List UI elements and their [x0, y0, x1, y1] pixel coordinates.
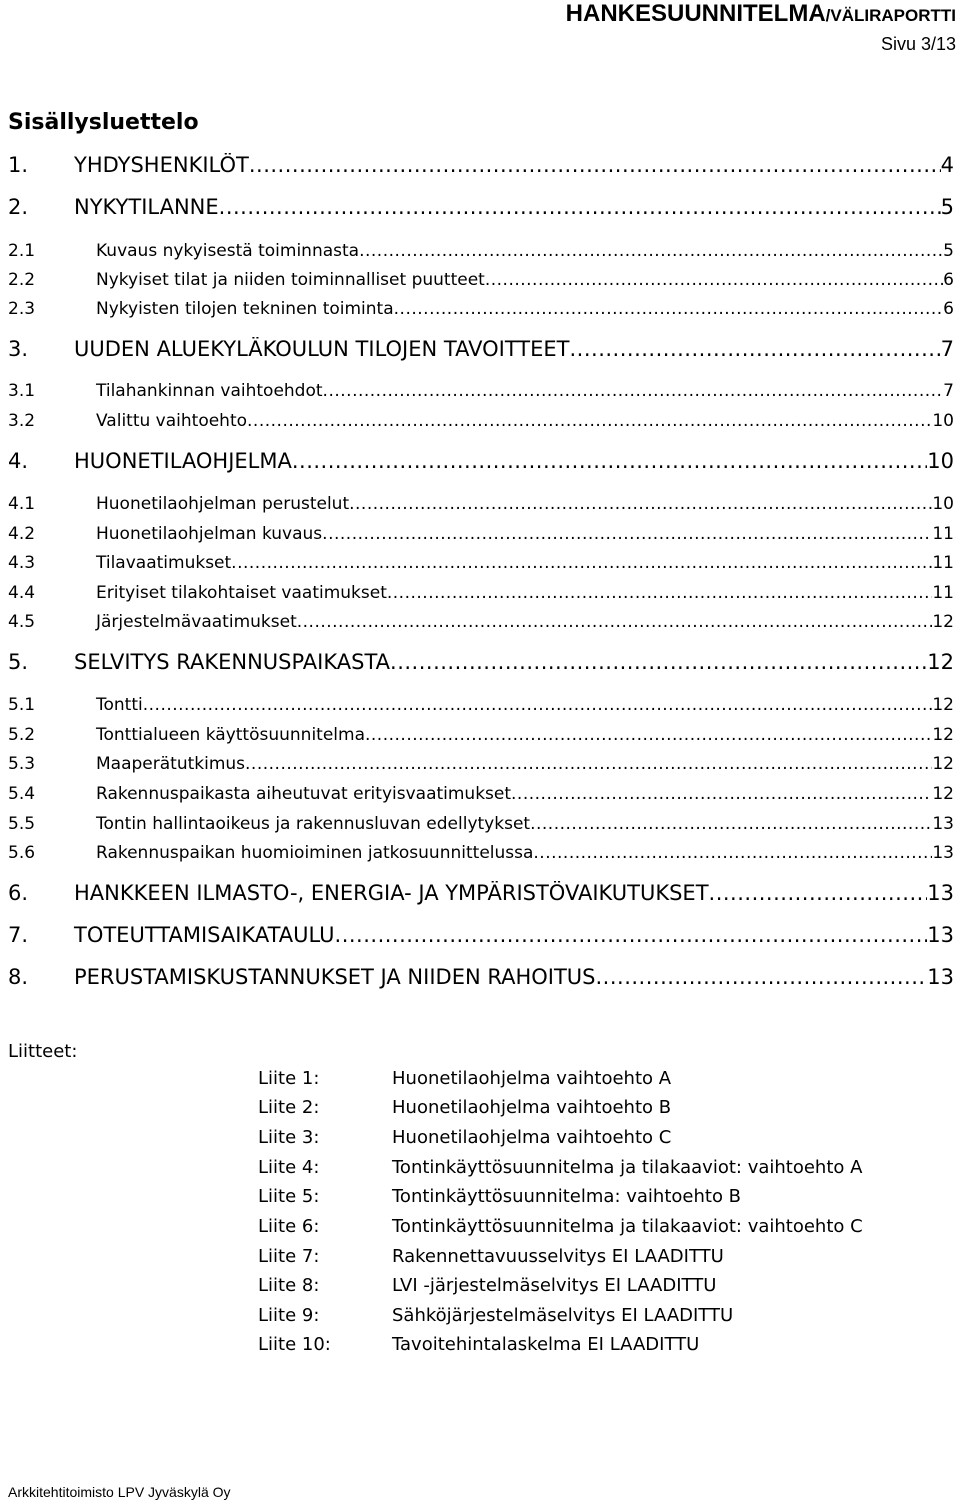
- toc-entry-label: Rakennuspaikan huomioiminen jatkosuunnittelussa: [96, 843, 534, 863]
- toc-entry-label: Tonttialueen käyttösuunnitelma: [96, 725, 365, 745]
- toc-leader-dots: [231, 553, 932, 573]
- toc-entry-page: 12: [932, 725, 954, 745]
- toc-leader-dots: [394, 299, 944, 319]
- attachment-label: Liite 10:: [258, 1334, 331, 1355]
- toc-entry-label: Tontin hallintaoikeus ja rakennusluvan edellytykset: [96, 814, 531, 834]
- toc-leader-dots: [335, 923, 928, 947]
- toc-entry-page: 6: [943, 299, 954, 319]
- toc-entry-label: Nykyiset tilat ja niiden toiminnalliset puutteet: [96, 270, 485, 290]
- attachment-text: Tontinkäyttösuunnitelma: vaihtoehto B: [392, 1186, 742, 1207]
- toc-entry-label: Järjestelmävaatimukset: [96, 612, 297, 632]
- attachment-label: Liite 3:: [258, 1127, 320, 1148]
- toc-leader-dots: [709, 881, 928, 905]
- toc-entry-number: 2.2: [8, 270, 36, 290]
- toc-entry-5-2[interactable]: [8, 725, 954, 745]
- toc-entry-number: 3.: [8, 337, 29, 361]
- toc-entry-label: Huonetilaohjelman perustelut: [96, 494, 350, 514]
- toc-entry-page: 11: [932, 553, 954, 573]
- toc-entry-page: 12: [932, 754, 954, 774]
- toc-entry-page: 12: [927, 650, 954, 674]
- attachment-label: Liite 7:: [258, 1246, 320, 1267]
- toc-entry-page: 10: [927, 449, 954, 473]
- toc-entry-number: 3.2: [8, 411, 36, 431]
- attachment-item: [258, 1068, 671, 1089]
- footer-company: Arkkitehtitoimisto LPV Jyväskylä Oy: [8, 1484, 231, 1500]
- toc-entry-number: 5.5: [8, 814, 36, 834]
- toc-entry-label: PERUSTAMISKUSTANNUKSET JA NIIDEN RAHOITUS: [74, 965, 596, 989]
- toc-entry-number: 2.: [8, 195, 29, 219]
- toc-entry-5-4[interactable]: [8, 784, 954, 804]
- attachment-label: Liite 6:: [258, 1216, 320, 1237]
- toc-entry-label: HANKKEEN ILMASTO-, ENERGIA- JA YMPÄRISTÖVAIKUTUKSET: [74, 881, 709, 905]
- toc-entry-page: 13: [927, 881, 954, 905]
- toc-entry-page: 11: [932, 583, 954, 603]
- toc-entry-4-3[interactable]: [8, 553, 954, 573]
- toc-leader-dots: [219, 195, 941, 219]
- attachment-item: [258, 1127, 671, 1148]
- toc-entry-number: 4.1: [8, 494, 36, 514]
- toc-leader-dots: [323, 381, 944, 401]
- page-number: Sivu 3/13: [880, 34, 956, 54]
- toc-entry-number: 4.3: [8, 553, 36, 573]
- toc-entry-number: 4.5: [8, 612, 36, 632]
- toc-entry-label: Kuvaus nykyisestä toiminnasta: [96, 241, 360, 261]
- toc-leader-dots: [365, 725, 932, 745]
- attachment-text: LVI -järjestelmäselvitys EI LAADITTU: [392, 1275, 717, 1296]
- toc-entry-3-2[interactable]: [8, 411, 954, 431]
- toc-leader-dots: [292, 449, 927, 473]
- toc-entry-6[interactable]: [8, 881, 954, 905]
- toc-entry-page: 10: [932, 494, 954, 514]
- toc-entry-page: 5: [943, 241, 954, 261]
- toc-entry-number: 5.3: [8, 754, 36, 774]
- attachment-text: Tontinkäyttösuunnitelma ja tilakaaviot: vaihtoehto C: [392, 1216, 863, 1237]
- attachment-item: [258, 1186, 741, 1207]
- attachment-item: [258, 1275, 716, 1296]
- document-title: [566, 0, 956, 28]
- attachment-label: Liite 9:: [258, 1305, 320, 1326]
- toc-entry-number: 5.: [8, 650, 29, 674]
- document-title-main: HANKESUUNNITELMA: [565, 0, 826, 27]
- toc-entry-label: Rakennuspaikasta aiheutuvat erityisvaatimukset: [96, 784, 512, 804]
- toc-leader-dots: [530, 814, 932, 834]
- toc-entry-page: 12: [932, 612, 954, 632]
- toc-entry-page: 13: [932, 843, 954, 863]
- toc-leader-dots: [297, 612, 933, 632]
- toc-entry-5[interactable]: [8, 650, 954, 674]
- toc-entry-number: 8.: [8, 965, 29, 989]
- attachment-text: Huonetilaohjelma vaihtoehto C: [392, 1127, 672, 1148]
- toc-leader-dots: [570, 337, 941, 361]
- toc-entry-4-2[interactable]: [8, 524, 954, 544]
- toc-entry-number: 2.1: [8, 241, 36, 261]
- toc-entry-number: 7.: [8, 923, 29, 947]
- toc-leader-dots: [143, 695, 933, 715]
- toc-leader-dots: [387, 583, 932, 603]
- toc-heading: Sisällysluettelo: [8, 110, 199, 135]
- attachment-text: Sähköjärjestelmäselvitys EI LAADITTU: [392, 1305, 734, 1326]
- toc-entry-number: 4.4: [8, 583, 36, 603]
- toc-entry-page: 11: [932, 524, 954, 544]
- toc-leader-dots: [533, 843, 932, 863]
- attachment-item: [258, 1097, 671, 1118]
- toc-entry-number: 5.6: [8, 843, 36, 863]
- toc-entry-label: UUDEN ALUEKYLÄKOULUN TILOJEN TAVOITTEET: [74, 337, 570, 361]
- toc-entry-page: 7: [943, 381, 954, 401]
- toc-leader-dots: [322, 524, 932, 544]
- toc-leader-dots: [359, 241, 943, 261]
- toc-leader-dots: [349, 494, 932, 514]
- toc-entry-7[interactable]: [8, 923, 954, 947]
- attachment-text: Huonetilaohjelma vaihtoehto A: [392, 1068, 672, 1089]
- toc-entry-label: NYKYTILANNE: [74, 195, 219, 219]
- toc-entry-page: 6: [943, 270, 954, 290]
- toc-entry-number: 1.: [8, 153, 29, 177]
- toc-leader-dots: [596, 965, 928, 989]
- toc-entry-number: 2.3: [8, 299, 36, 319]
- toc-entry-page: 4: [940, 153, 954, 177]
- attachment-text: Tavoitehintalaskelma EI LAADITTU: [392, 1334, 700, 1355]
- attachment-item: [258, 1246, 724, 1267]
- attachment-item: [258, 1216, 863, 1237]
- attachment-label: Liite 8:: [258, 1275, 320, 1296]
- toc-entry-label: Huonetilaohjelman kuvaus: [96, 524, 323, 544]
- toc-entry-label: HUONETILAOHJELMA: [74, 449, 292, 473]
- toc-entry-page: 13: [927, 923, 954, 947]
- toc-entry-label: Maaperätutkimus: [96, 754, 246, 774]
- attachments-title: Liitteet:: [8, 1041, 78, 1062]
- toc-entry-page: 7: [940, 337, 954, 361]
- toc-entry-number: 5.4: [8, 784, 36, 804]
- toc-entry-number: 5.2: [8, 725, 36, 745]
- toc-entry-3[interactable]: [8, 337, 954, 361]
- toc-entry-page: 13: [932, 814, 954, 834]
- attachment-item: [258, 1334, 699, 1355]
- toc-entry-4-4[interactable]: [8, 583, 954, 603]
- toc-leader-dots: [511, 784, 932, 804]
- toc-entry-number: 4.2: [8, 524, 36, 544]
- toc-entry-3-1[interactable]: [8, 381, 954, 401]
- toc-entry-2[interactable]: [8, 195, 954, 219]
- document-title-sub: /VÄLIRAPORTTI: [825, 6, 956, 25]
- toc-entry-page: 13: [927, 965, 954, 989]
- toc-entry-2-2[interactable]: [8, 270, 954, 290]
- toc-entry-label: TOTEUTTAMISAIKATAULU: [74, 923, 335, 947]
- attachment-label: Liite 5:: [258, 1186, 320, 1207]
- toc-entry-label: SELVITYS RAKENNUSPAIKASTA: [74, 650, 391, 674]
- toc-leader-dots: [249, 153, 941, 177]
- attachment-label: Liite 1:: [258, 1068, 320, 1089]
- toc-entry-page: 12: [932, 784, 954, 804]
- toc-entry-label: Tontti: [96, 695, 143, 715]
- toc-entry-label: Tilavaatimukset: [96, 553, 232, 573]
- toc-entry-number: 4.: [8, 449, 29, 473]
- toc-entry-label: Erityiset tilakohtaiset vaatimukset: [96, 583, 387, 603]
- toc-entry-5-1[interactable]: [8, 695, 954, 715]
- toc-leader-dots: [247, 411, 932, 431]
- attachment-label: Liite 4:: [258, 1157, 320, 1178]
- toc-leader-dots: [390, 650, 927, 674]
- toc-entry-number: 5.1: [8, 695, 36, 715]
- toc-entry-1[interactable]: [8, 153, 954, 177]
- attachment-text: Tontinkäyttösuunnitelma ja tilakaaviot: vaihtoehto A: [392, 1157, 863, 1178]
- toc-leader-dots: [245, 754, 932, 774]
- toc-entry-2-3[interactable]: [8, 299, 954, 319]
- attachment-text: Rakennettavuusselvitys EI LAADITTU: [392, 1246, 724, 1267]
- toc-entry-page: 5: [940, 195, 954, 219]
- toc-entry-label: YHDYSHENKILÖT: [74, 153, 249, 177]
- toc-entry-8[interactable]: [8, 965, 954, 989]
- toc-leader-dots: [485, 270, 943, 290]
- toc-entry-5-3[interactable]: [8, 754, 954, 774]
- toc-entry-number: 6.: [8, 881, 29, 905]
- attachment-item: [258, 1157, 862, 1178]
- toc-entry-4-1[interactable]: [8, 494, 954, 514]
- attachment-text: Huonetilaohjelma vaihtoehto B: [392, 1097, 672, 1118]
- toc-entry-number: 3.1: [8, 381, 36, 401]
- toc-entry-4-5[interactable]: [8, 612, 954, 632]
- toc-entry-5-6[interactable]: [8, 843, 954, 863]
- toc-entry-label: Tilahankinnan vaihtoehdot: [96, 381, 323, 401]
- toc-entry-label: Valittu vaihtoehto: [96, 411, 248, 431]
- toc-entry-page: 12: [932, 695, 954, 715]
- toc-entry-2-1[interactable]: [8, 241, 954, 261]
- toc-entry-page: 10: [932, 411, 954, 431]
- toc-entry-5-5[interactable]: [8, 814, 954, 834]
- toc-entry-4[interactable]: [8, 449, 954, 473]
- attachment-label: Liite 2:: [258, 1097, 320, 1118]
- attachment-item: [258, 1305, 733, 1326]
- toc-entry-label: Nykyisten tilojen tekninen toiminta: [96, 299, 394, 319]
